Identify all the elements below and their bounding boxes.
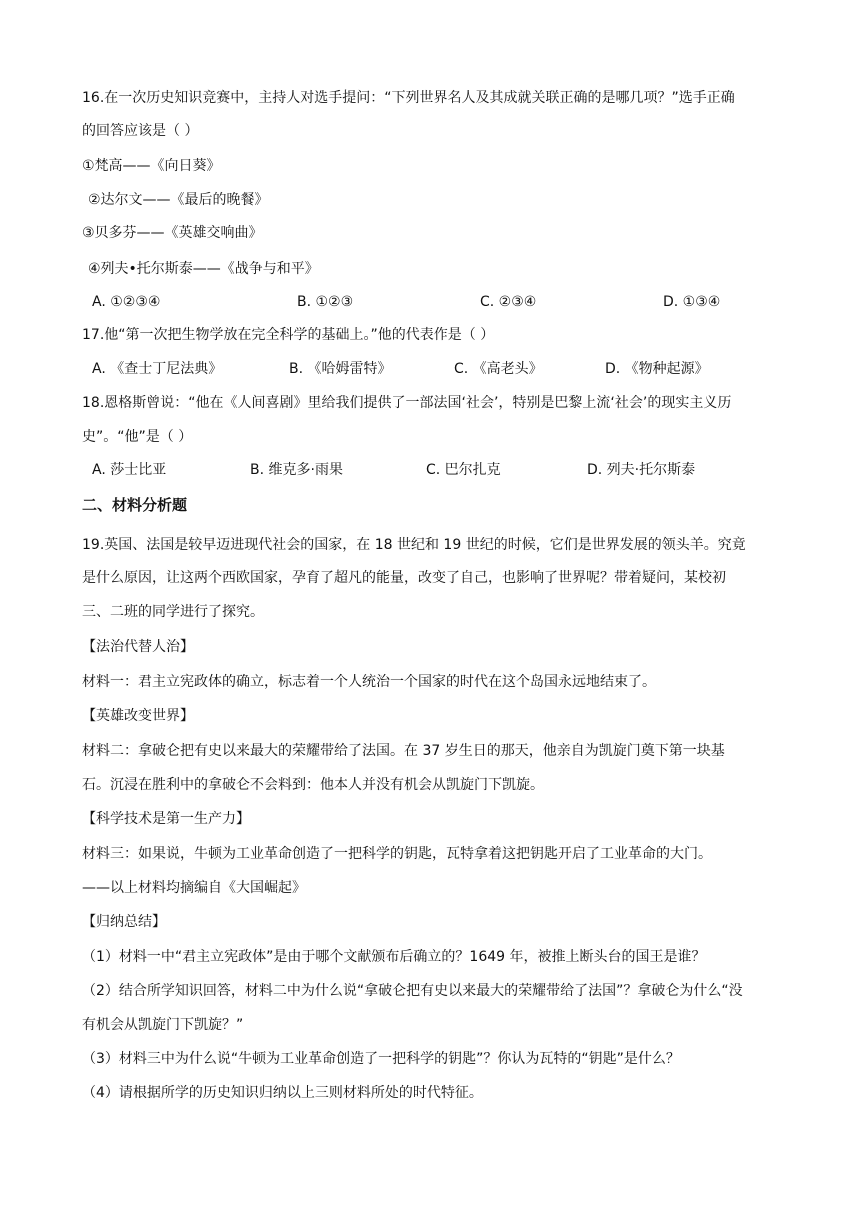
q19-sub-question-3: （3）材料三中为什么说“牛顿为工业革命创造了一把科学的钥匙”？你认为瓦特的“钥匙”是什么？ xyxy=(82,1051,680,1067)
q19-material2-line2: 石。沉浸在胜利中的拿破仑不会料到：他本人并没有机会从凯旋门下凯旋。 xyxy=(82,777,544,793)
q16-option-b[interactable]: B. ①②③ xyxy=(297,294,354,310)
q17-option-d[interactable]: D. 《物种起源》 xyxy=(605,361,709,377)
q17-option-a[interactable]: A. 《查士丁尼法典》 xyxy=(92,361,223,377)
q18-stem-line1: 18.恩格斯曾说：“他在《人间喜剧》里给我们提供了一部法国‘社会’，特别是巴黎上流‘社会’的现实主义历 xyxy=(82,395,732,411)
q18-option-a[interactable]: A. 莎士比亚 xyxy=(92,462,167,478)
q19-heading-science: 【科学技术是第一生产力】 xyxy=(82,811,250,827)
q17-option-c[interactable]: C. 《高老头》 xyxy=(454,361,543,377)
q17-stem: 17.他“第一次把生物学放在完全科学的基础上。”他的代表作是（ ） xyxy=(82,327,495,343)
q18-options xyxy=(82,459,802,481)
q19-source: ——以上材料均摘编自《大国崛起》 xyxy=(82,880,306,896)
q18-option-b[interactable]: B. 维克多·雨果 xyxy=(250,462,343,478)
q19-heading-rule-of-law: 【法治代替人治】 xyxy=(82,639,194,655)
q17-option-b[interactable]: B. 《哈姆雷特》 xyxy=(289,361,392,377)
q19-material3: 材料三：如果说，牛顿为工业革命创造了一把科学的钥匙，瓦特拿着这把钥匙开启了工业革命的大门。 xyxy=(82,846,712,862)
q18-stem-line2: 史”。“他”是（ ） xyxy=(82,429,193,445)
q18-option-c[interactable]: C. 巴尔扎克 xyxy=(426,462,501,478)
q16-option-d[interactable]: D. ①③④ xyxy=(663,294,721,310)
q16-item-4: ④列夫•托尔斯泰——《战争与和平》 xyxy=(88,261,319,277)
q19-sub-question-2-line1: （2）结合所学知识回答，材料二中为什么说“拿破仑把有史以来最大的荣耀带给了法国”？拿破仑为什么“没 xyxy=(82,983,743,999)
q19-intro-line1: 19.英国、法国是较早迈进现代社会的国家，在 18 世纪和 19 世纪的时候，它们是世界发展的领头羊。究竟 xyxy=(82,537,746,553)
q18-option-d[interactable]: D. 列夫·托尔斯泰 xyxy=(587,462,696,478)
q16-stem-line1: 16.在一次历史知识竞赛中，主持人对选手提问：“下列世界名人及其成就关联正确的是哪几项？”选手正确 xyxy=(82,90,735,106)
q19-sub-question-4: （4）请根据所学的历史知识归纳以上三则材料所处的时代特征。 xyxy=(82,1085,483,1101)
q16-options xyxy=(82,291,802,313)
q19-intro-line2: 是什么原因，让这两个西欧国家，孕育了超凡的能量，改变了自己，也影响了世界呢？带着疑问，某校初 xyxy=(82,570,726,586)
q16-item-3: ③贝多芬——《英雄交响曲》 xyxy=(82,225,263,241)
q19-intro-line3: 三、二班的同学进行了探究。 xyxy=(82,604,264,620)
q19-material1: 材料一：君主立宪政体的确立，标志着一个人统治一个国家的时代在这个岛国永远地结束了。 xyxy=(82,674,656,690)
q19-material2-line1: 材料二：拿破仑把有史以来最大的荣耀带给了法国。在 37 岁生日的那天，他亲自为凯旋门奠下第一块基 xyxy=(82,743,725,759)
q19-sub-question-1: （1）材料一中“君主立宪政体”是由于哪个文献颁布后确立的？1649 年，被推上断头台的国王是谁？ xyxy=(82,949,706,965)
q19-sub-question-2-line2: 有机会从凯旋门下凯旋？” xyxy=(82,1017,244,1033)
q17-options xyxy=(82,358,802,380)
q19-heading-heroes: 【英雄改变世界】 xyxy=(82,708,194,724)
q16-stem-line2: 的回答应该是（ ） xyxy=(82,123,199,139)
q16-item-2: ②达尔文——《最后的晚餐》 xyxy=(88,192,269,208)
q16-item-1: ①梵高——《向日葵》 xyxy=(82,158,221,174)
q16-option-a[interactable]: A. ①②③④ xyxy=(92,294,161,310)
q16-option-c[interactable]: C. ②③④ xyxy=(480,294,537,310)
q19-heading-summary: 【归纳总结】 xyxy=(82,914,166,930)
section-title: 二、材料分析题 xyxy=(82,496,188,514)
